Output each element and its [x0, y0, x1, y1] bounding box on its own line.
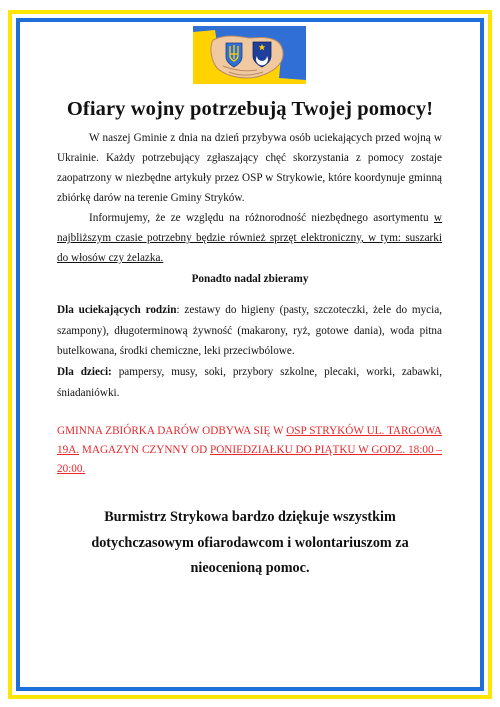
- electronics-underlined: w najbliższym czasie potrzebny będzie również sprzęt elektroniczny, w tym: suszarki do włosów czy żelazka.: [57, 212, 442, 264]
- thanks-message: Burmistrz Strykowa bardzo dziękuje wszystkim dotychczasowym ofiarodawcom i wolontariuszom za nieocenioną pomoc.: [91, 509, 409, 576]
- children-paragraph: [57, 362, 442, 403]
- notice-part1: GMINNA ZBIÓRKA DARÓW ODBYWA SIĘ W: [57, 425, 287, 437]
- notice-part2: MAGAZYN CZYNNY OD: [79, 444, 210, 456]
- electronics-paragraph: [57, 208, 442, 268]
- intro-paragraph: W naszej Gminie z dnia na dzień przybywa osób uciekających przed wojną w Ukrainie. Każdy potrzebujący zgłaszający chęć skorzystania z pomocy zostaje zaopatrzony w niezbędne artykuły przez OSP w Strykowie, które koordynuje gminną zbiórkę darów na terenie Gminy Stryków.: [57, 132, 442, 204]
- families-paragraph: [57, 300, 442, 362]
- collection-point-notice: [57, 422, 442, 479]
- electronics-intro: Informujemy, że ze względu na różnorodność niezbędnego asortymentu: [89, 212, 434, 224]
- notice-hours: PONIEDZIAŁKU DO PIĄTKU W GODZ. 18:00 – 20:00.: [57, 444, 442, 475]
- families-label: Dla uciekających rodzin: [57, 304, 177, 316]
- children-label: Dla dzieci:: [57, 366, 112, 378]
- collection-subheading: Ponadto nadal zbieramy: [191, 273, 309, 285]
- handshake-emblem-icon: [193, 26, 306, 84]
- poster-title: Ofiary wojny potrzebują Twojej pomocy!: [66, 98, 434, 120]
- notice-address: OSP STRYKÓW UL. TARGOWA 19A.: [57, 425, 442, 456]
- children-text: pampersy, musy, soki, przybory szkolne, plecaki, worki, zabawki, śniadaniówki.: [57, 366, 442, 399]
- families-text: : zestawy do higieny (pasty, szczoteczki, żele do mycia, szampony), długoterminową żywność (makarony, ryż, gotowe dania), woda pitna butelkowana, środki chemiczne, leki przeciwbólowe.: [57, 304, 442, 357]
